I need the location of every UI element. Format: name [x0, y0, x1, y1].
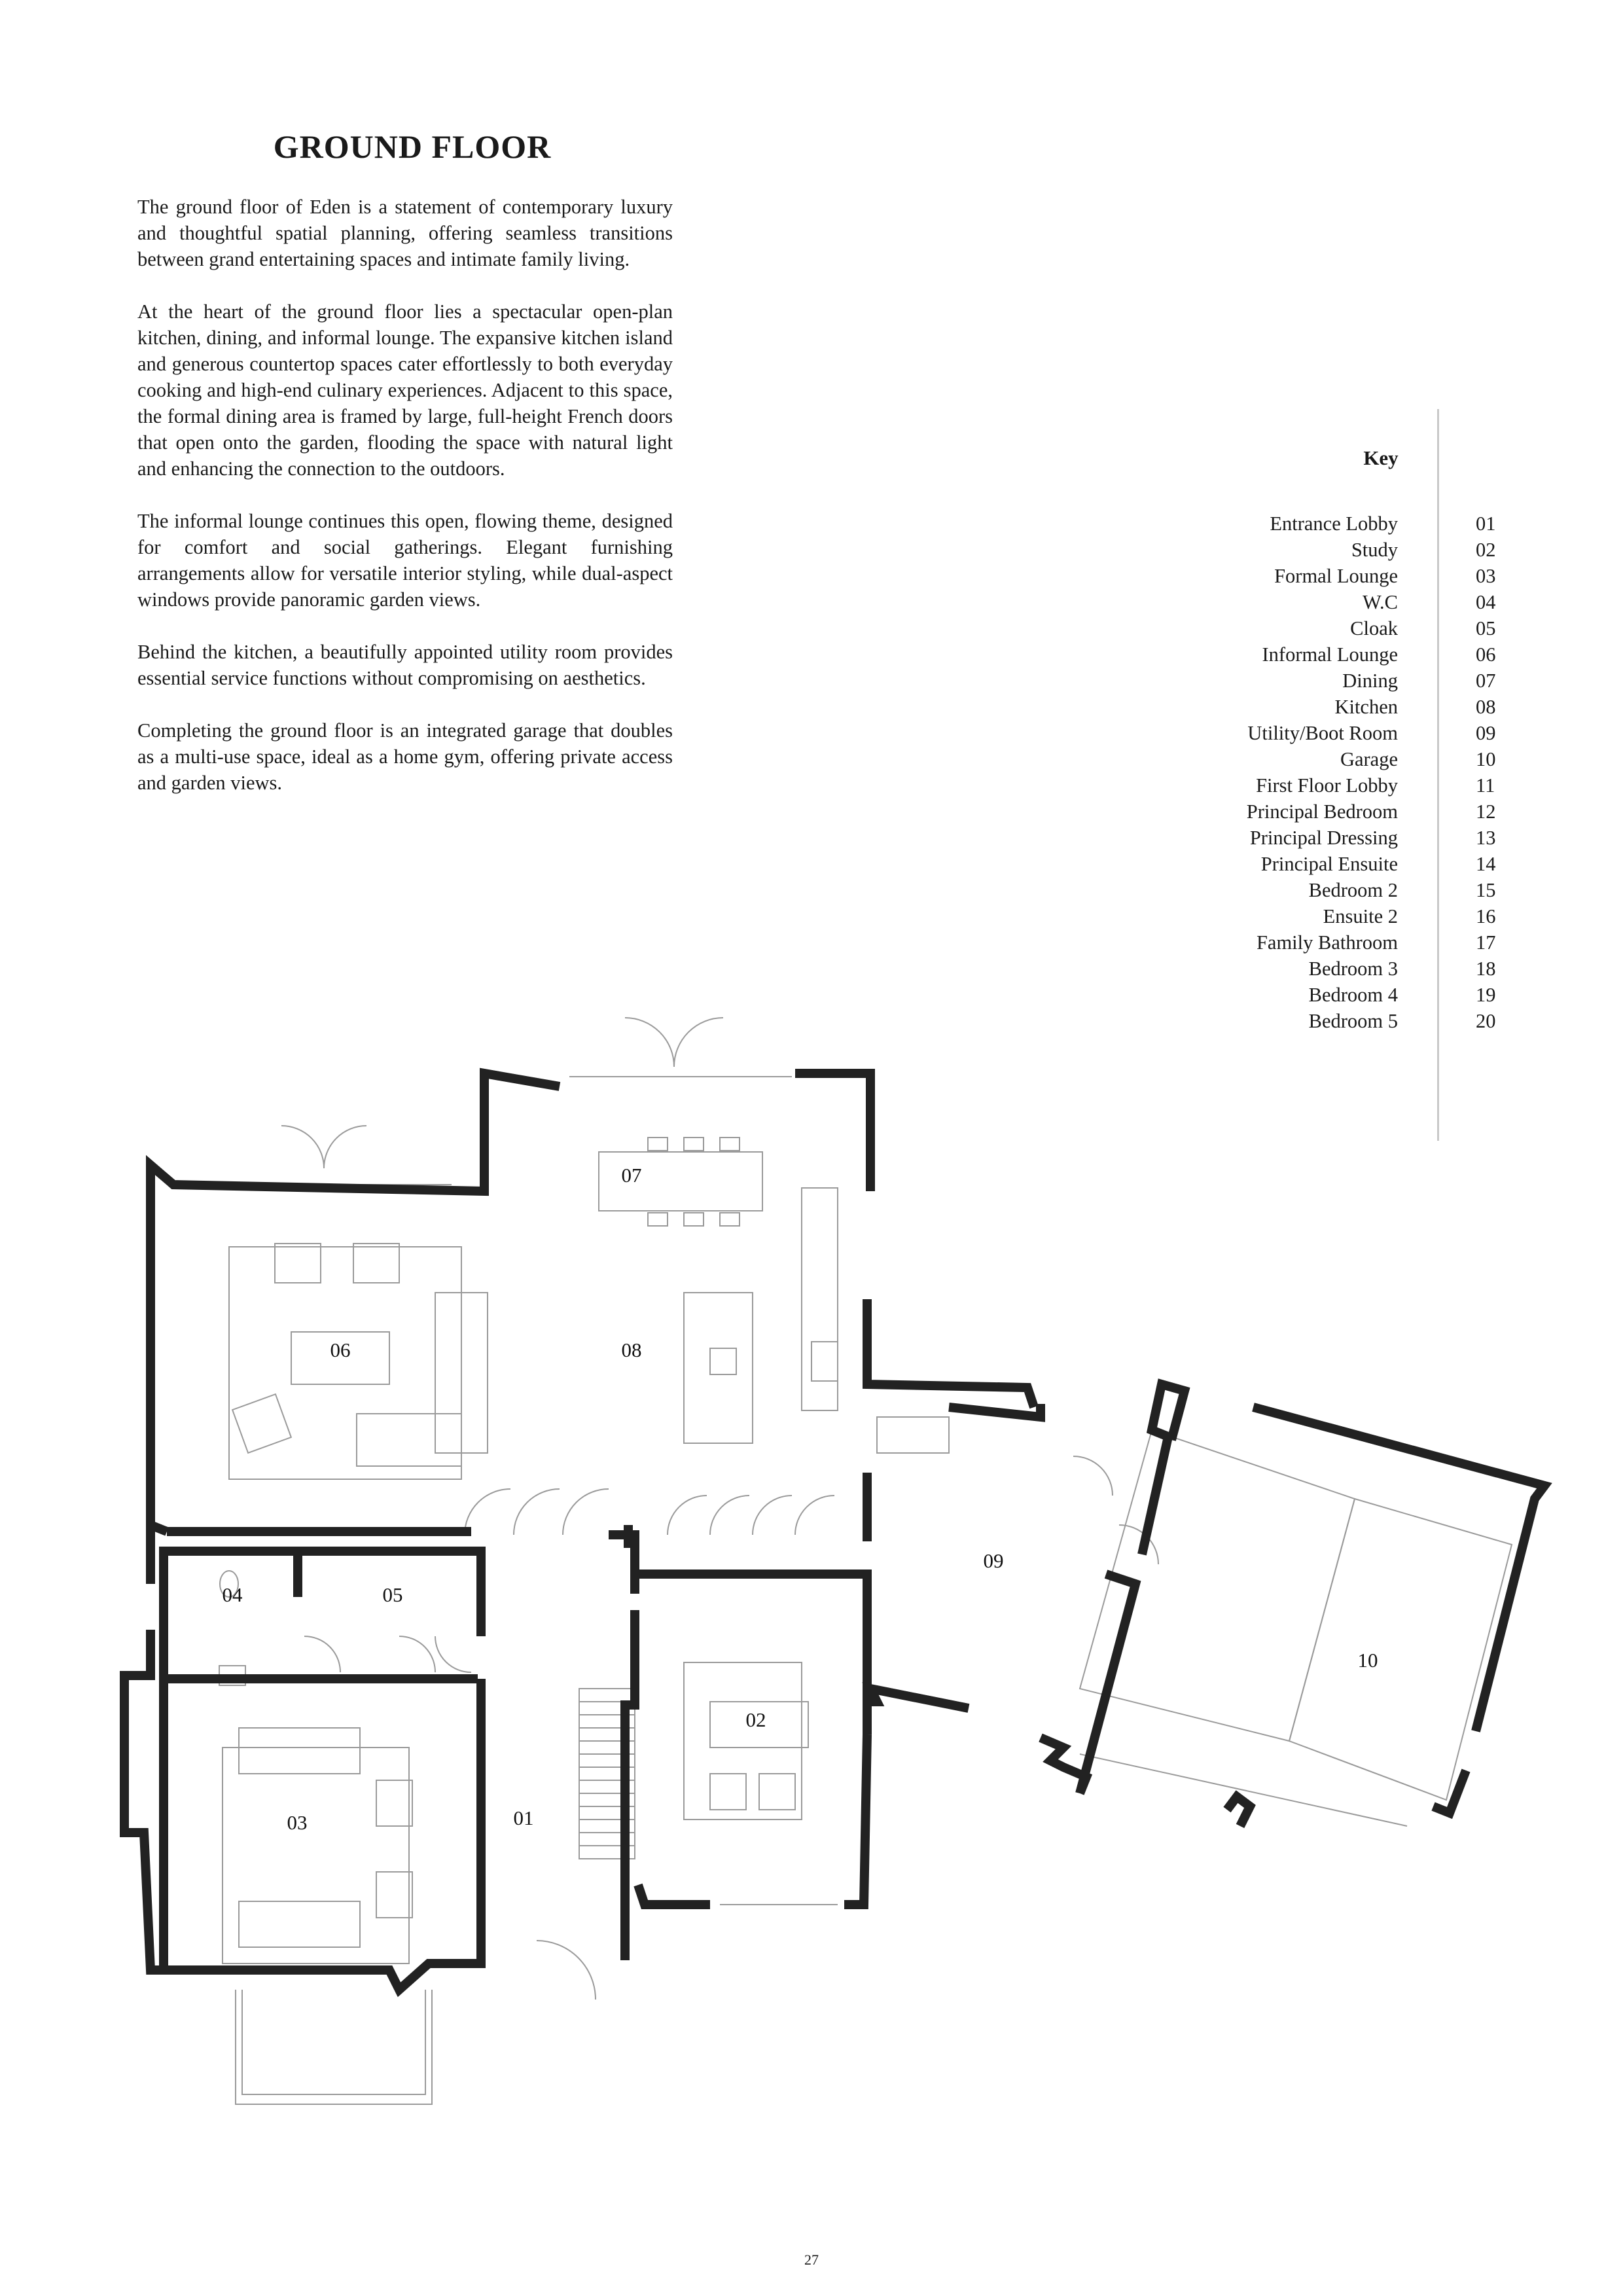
armchair	[376, 1780, 412, 1826]
study-rug	[684, 1662, 802, 1820]
wall	[124, 1630, 481, 1990]
armchair	[353, 1244, 399, 1283]
description-text	[137, 194, 673, 822]
key-label: Bedroom 3	[1308, 958, 1398, 980]
room-labels	[223, 1164, 1378, 1834]
key-item	[1113, 511, 1505, 537]
key-item	[1113, 877, 1505, 903]
wall	[151, 1073, 560, 1532]
wall	[949, 1404, 1041, 1417]
key-label: Bedroom 5	[1308, 1010, 1398, 1032]
room-label-10: 10	[1357, 1649, 1378, 1672]
bay-window	[236, 1990, 432, 2104]
key-item	[1113, 929, 1505, 956]
dining-chair	[684, 1213, 704, 1226]
key-number: 12	[1476, 800, 1496, 823]
key-number: 03	[1476, 565, 1496, 587]
key-number: 18	[1476, 958, 1496, 980]
key-item	[1113, 537, 1505, 563]
key-number: 20	[1476, 1010, 1496, 1032]
key-item	[1113, 746, 1505, 772]
key-label: Family Bathroom	[1256, 931, 1398, 954]
key-item	[1113, 668, 1505, 694]
wall	[1433, 1770, 1466, 1813]
key-number: 17	[1476, 931, 1496, 954]
key-item	[1113, 589, 1505, 615]
key-number: 10	[1476, 748, 1496, 770]
room-label-04: 04	[222, 1583, 243, 1606]
armchair	[232, 1394, 291, 1453]
paragraph-kitchen: At the heart of the ground floor lies a spectacular open-plan kitchen, dining, and informal lounge. The expansive kitchen island and generous countertop spaces cater effortlessly to both everyday cooking and high-end culinary experiences. Adjacent to this space, the formal dining area is framed by large, full-height French doors that open onto the garden, flooding the space with natural light and enhancing the connection to the outdoors.	[137, 300, 673, 480]
key-number: 09	[1476, 722, 1496, 744]
paragraph-utility: Behind the kitchen, a beautifully appointed utility room provides essential service functions without compromising on aesthetics.	[137, 641, 673, 689]
room-label-02: 02	[745, 1708, 766, 1731]
key-item	[1113, 903, 1505, 929]
wall	[867, 1299, 1034, 1407]
island-sink	[710, 1348, 736, 1374]
lounge-rug	[229, 1247, 461, 1479]
sofa	[239, 1728, 360, 1774]
key-label: Principal Bedroom	[1246, 800, 1398, 823]
sofa	[239, 1901, 360, 1947]
key-label: Cloak	[1350, 617, 1398, 639]
sofa	[357, 1414, 461, 1466]
key-number: 05	[1476, 617, 1496, 639]
armchair	[376, 1872, 412, 1918]
study-chair	[710, 1774, 746, 1810]
key-number: 02	[1476, 539, 1496, 561]
ground-floor-plan	[0, 982, 1623, 2134]
paragraph-garage: Completing the ground floor is an integrated garage that doubles as a multi-use space, ideal as a home gym, offering private access and garden views.	[137, 719, 673, 794]
room-label-06: 06	[330, 1338, 351, 1361]
wall	[1142, 1384, 1185, 1554]
key-number: 16	[1476, 905, 1496, 927]
wall	[867, 1689, 969, 1708]
dining-chair	[720, 1213, 740, 1226]
key-number: 04	[1476, 591, 1496, 613]
room-label-05: 05	[382, 1583, 403, 1606]
wall	[625, 1610, 635, 1960]
armchair	[275, 1244, 321, 1283]
wall	[1253, 1407, 1544, 1731]
door-swing	[668, 1496, 834, 1535]
room-label-09: 09	[983, 1549, 1004, 1572]
furniture-layer	[177, 1018, 1512, 2104]
key-number: 07	[1476, 670, 1496, 692]
key-number: 11	[1476, 774, 1495, 797]
key-item	[1113, 720, 1505, 746]
key-number: 14	[1476, 853, 1496, 875]
key-label: Utility/Boot Room	[1247, 722, 1398, 744]
key-label: Entrance Lobby	[1270, 512, 1398, 535]
key-label: Informal Lounge	[1262, 643, 1398, 666]
key-number: 08	[1476, 696, 1496, 718]
key-number: 19	[1476, 984, 1496, 1006]
key-item	[1113, 563, 1505, 589]
room-key-list	[1113, 511, 1505, 1034]
wall	[638, 1885, 710, 1905]
kitchen-island	[684, 1293, 753, 1443]
key-number: 06	[1476, 643, 1496, 666]
hob	[812, 1342, 838, 1381]
room-label-01: 01	[513, 1806, 534, 1829]
key-label: W.C	[1363, 591, 1398, 613]
key-label: Ensuite 2	[1323, 905, 1398, 927]
page-number: 27	[804, 2251, 819, 2268]
dining-chair	[720, 1138, 740, 1151]
utility-units	[877, 1417, 949, 1453]
key-item	[1113, 694, 1505, 720]
key-label: Formal Lounge	[1274, 565, 1398, 587]
room-label-08: 08	[621, 1338, 642, 1361]
key-label: Principal Dressing	[1249, 827, 1398, 849]
room-label-03: 03	[287, 1811, 308, 1834]
key-item	[1113, 825, 1505, 851]
key-item	[1113, 772, 1505, 798]
key-number: 13	[1476, 827, 1496, 849]
dining-chair	[648, 1213, 668, 1226]
cloak-door-swing	[304, 1636, 471, 1672]
key-number: 15	[1476, 879, 1496, 901]
room-label-07: 07	[621, 1164, 642, 1187]
wall	[164, 1551, 481, 1967]
paragraph-lounge: The informal lounge continues this open, flowing theme, designed for comfort and social gatherings. Elegant furnishing arrangements allow for versatile interior styling, while dual-aspect windows provide panoramic garden views.	[137, 510, 673, 611]
page-title: GROUND FLOOR	[273, 128, 552, 165]
dining-chair	[684, 1138, 704, 1151]
garage-bay	[1289, 1499, 1512, 1800]
french-door-swing	[281, 1126, 366, 1168]
key-label: Principal Ensuite	[1260, 853, 1398, 875]
key-label: Bedroom 4	[1308, 984, 1398, 1006]
key-item	[1113, 851, 1505, 877]
bay-window	[242, 1990, 425, 2094]
study-chair	[759, 1774, 795, 1810]
paragraph-intro: The ground floor of Eden is a statement of contemporary luxury and thoughtful spatial planning, offering seamless transitions between grand entertaining spaces and intimate family living.	[137, 196, 673, 270]
key-number: 01	[1476, 512, 1496, 535]
key-item	[1113, 798, 1505, 825]
wall	[795, 1073, 870, 1191]
walls-layer	[124, 1073, 1544, 1990]
dining-chair	[648, 1138, 668, 1151]
key-item	[1113, 615, 1505, 641]
key-label: Kitchen	[1334, 696, 1398, 718]
door-swing	[465, 1489, 609, 1535]
french-door-swing	[625, 1018, 723, 1067]
garage-bay	[1080, 1430, 1355, 1741]
key-label: Study	[1351, 539, 1398, 561]
key-heading: Key	[1363, 446, 1399, 469]
wall	[1227, 1797, 1250, 1826]
kitchen-units	[802, 1188, 838, 1410]
key-label: Garage	[1340, 748, 1398, 770]
front-door-swing	[537, 1941, 596, 2000]
key-label: Bedroom 2	[1308, 879, 1398, 901]
wall	[844, 1734, 867, 1905]
key-label: Dining	[1342, 670, 1398, 692]
key-item	[1113, 641, 1505, 668]
key-label: First Floor Lobby	[1256, 774, 1398, 797]
key-item	[1113, 956, 1505, 982]
